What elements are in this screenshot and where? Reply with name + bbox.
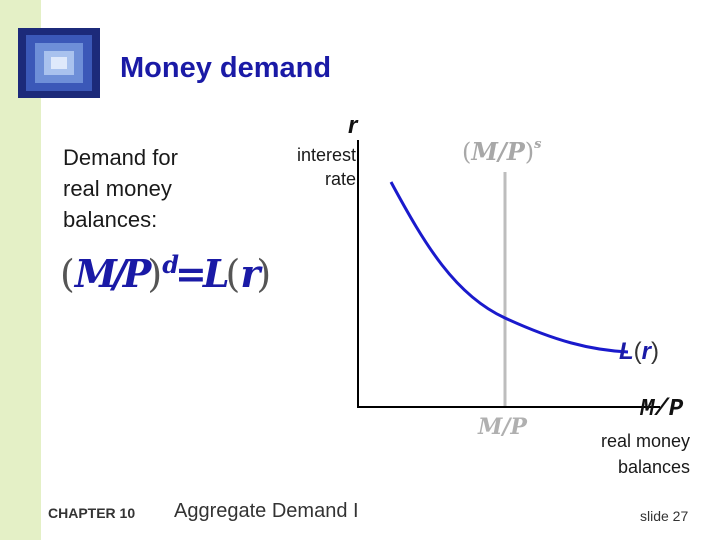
demand-arg: r bbox=[641, 338, 652, 365]
formula-superscript: d bbox=[162, 250, 175, 279]
supply-superscript: s bbox=[534, 137, 542, 152]
formula-argument: r bbox=[240, 251, 257, 296]
footer-chapter: CHAPTER 10 bbox=[48, 505, 136, 521]
money-supply-label: $(M/P)^s$ bbox=[462, 137, 542, 166]
x-axis-label bbox=[570, 428, 690, 480]
formula-equals: = bbox=[174, 251, 203, 296]
slide-title: Money demand bbox=[120, 52, 332, 84]
demand-func: L bbox=[619, 338, 634, 365]
supply-tick-label: M/P bbox=[478, 414, 527, 440]
description-line: real money bbox=[63, 176, 172, 201]
y-axis-label bbox=[270, 143, 356, 191]
formula-function: L bbox=[202, 251, 226, 296]
y-axis-label-line: rate bbox=[324, 169, 356, 189]
x-axis-symbol: M/P bbox=[640, 396, 684, 423]
slide-number: slide 27 bbox=[640, 508, 689, 524]
supply-ratio: M/P bbox=[471, 137, 525, 166]
description-line: balances: bbox=[63, 207, 158, 232]
money-demand-formula: $(M/P)^d=L(r)$ bbox=[60, 250, 272, 296]
demand-curve-label: L(r) bbox=[619, 338, 660, 365]
formula-lhs: M/P bbox=[74, 251, 148, 296]
description-line: Demand for bbox=[63, 145, 178, 170]
footer-title: Aggregate Demand I bbox=[174, 500, 359, 522]
x-axis-label-line: balances bbox=[617, 457, 690, 477]
y-axis-symbol: r bbox=[348, 112, 358, 139]
y-axis-label-line: interest bbox=[296, 145, 356, 165]
x-axis-label-line: real money bbox=[600, 431, 690, 451]
demand-curve bbox=[391, 182, 628, 352]
